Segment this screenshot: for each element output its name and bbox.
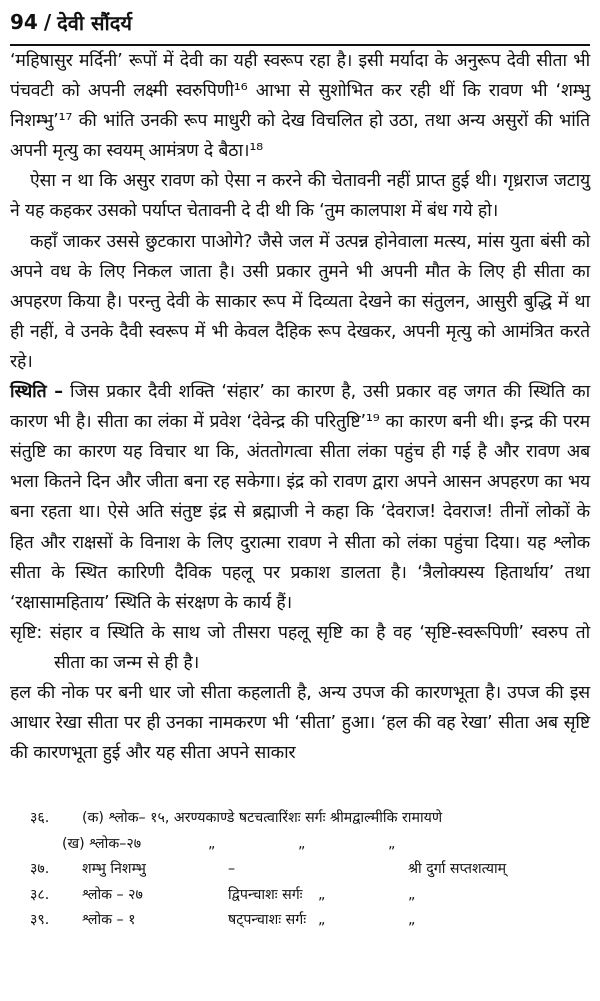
footnote-16b — [10, 832, 590, 858]
paragraph-2: ऐसा न था कि असुर रावण को ऐसा न करने की चेतावनी नहीं प्राप्त हुई थी। गृध्रराज जटायु ने यह कहकर उसको पर्याप्त चेतावनी दे दी थी कि ‘तुम कालपाश में बंध गये हो। — [10, 171, 590, 222]
paragraph-1: ‘महिषासुर मर्दिनी’ रूपों में देवी का यही स्वरूप रहा है। इसी मर्यादा के अनुरूप देवी सीता भी पंचवटी को अपनी लक्ष्मी स्वरुपिणी¹⁶ आभा से सुशोभित कर रही थीं कि रावण भी ‘शम्भु निशम्भु’¹⁷ की भांति उनकी रूप माधुरी को देख विचलित हो उठा, तथा अन्य असुरों की भांति अपनी मृत्यु का स्वयम् आमंत्रण दे बैठा।¹⁸ — [10, 51, 590, 162]
footnote-19 — [10, 908, 590, 934]
footnote-sarga: द्विपन्चाशः सर्गः — [228, 886, 303, 903]
sthiti-text: जिस प्रकार दैवी शक्ति ‘संहार’ का कारण है, उसी प्रकार वह जगत की स्थिति का कारण भी है। सीता का लंका में प्रवेश ‘देवेन्द्र की परितुष्टि’¹⁹ का कारण बनी थी। इन्द्र की परम संतुष्टि का कारण यह विचार था कि, अंततोगत्वा सीता लंका पहुंच ही गई है और रावण अब भला कितने दिन और जीता बना रह सकेगा। इंद्र को रावण द्वारा अपने आसन अपहरण का भय बना रहता था। ऐसे अति संतुष्ट इंद्र से ब्रह्माजी ने कहा कि ‘देवराज! देवराज! तीनों लोकों के हित और राक्षसों के विनाश के लिए दुरात्मा रावण ने सीता को लंका पहुंचा दिया। यह श्लोक सीता के स्थित कारिणी दैविक पहलू पर प्रकाश डालता है। ‘त्रैलोक्यस्य हितार्थाय’ तथा ‘रक्षासामहिताय’ स्थिति के संरक्षण के कार्य हैं। — [10, 382, 591, 613]
footnote-source: श्री दुर्गा सप्तशत्याम् — [408, 861, 507, 878]
footnote-number: ३६. — [30, 810, 50, 827]
ditto-mark: „ — [208, 835, 216, 852]
ditto-mark: „ — [298, 835, 306, 852]
ditto-mark: „ — [318, 886, 326, 903]
footnotes — [10, 806, 590, 934]
ditto-mark: „ — [388, 835, 396, 852]
paragraph-sthiti — [10, 377, 590, 618]
footnote-text: (क) श्लोक– १५, अरण्यकाण्डे षटचत्वारिंशः सर्गः श्रीमद्वाल्मीकि रामायणे — [82, 810, 443, 827]
footnote-sarga: षट्पन्चाशः सर्गः — [228, 912, 307, 929]
footnote-16a — [10, 806, 590, 832]
footnote-number: ३९. — [30, 912, 50, 929]
paragraph-3: कहाँ जाकर उससे छुटकारा पाओगे? जैसे जल में उत्पन्न होनेवाला मत्स्य, मांस युता बंसी को अपने वध के लिए निकल जाता है। उसी प्रकार तुमने भी अपनी मौत के लिए ही सीता का अपहरण किया है। परन्तु देवी के साकार रूप में दिव्यता देखने का संतुलन, आसुरी बुद्धि में था ही नहीं, वे उनके दैवी स्वरूप में भी केवल दैहिक रूप देखकर, अपनी मृत्यु को आमंत्रित करते रहे। — [10, 231, 590, 372]
running-title: देवी सौंदर्य — [57, 10, 132, 35]
footnote-17 — [10, 857, 590, 883]
footnote-number: ३७. — [30, 861, 50, 878]
page-number: 94 — [10, 10, 38, 34]
footnote-ref: श्लोक – २७ — [82, 886, 143, 903]
ditto-mark: „ — [408, 912, 416, 929]
header-separator: / — [43, 10, 52, 34]
sthiti-heading: स्थिति – — [10, 382, 63, 403]
footnote-ref: (ख) श्लोक–२७ — [62, 835, 142, 852]
paragraph-closing: हल की नोक पर बनी धार जो सीता कहलाती है, अन्य उपज की कारणभूता है। उपज की इस आधार रेखा सीता पर ही उनका नामकरण भी ‘सीता’ हुआ। ‘हल की वह रेखा’ सीता अब सृष्टि की कारणभूता हुई और यह सीता अपने साकार — [10, 682, 590, 764]
footnote-dash: – — [228, 861, 236, 878]
footnote-number: ३८. — [30, 886, 50, 903]
footnote-ref: शम्भु निशम्भु — [82, 861, 146, 878]
footnote-ref: श्लोक – १ — [82, 912, 136, 929]
ditto-mark: „ — [408, 886, 416, 903]
footnote-empty — [318, 857, 408, 883]
footnote-18 — [10, 883, 590, 909]
body-text — [10, 46, 590, 768]
paragraph-srishti: सृष्टि: संहार व स्थिति के साथ जो तीसरा पहलू सृष्टि का है वह ‘सृष्टि-स्वरूपिणी’ स्वरुप तो सीता का जन्म से ही है। — [10, 622, 590, 673]
ditto-mark: „ — [318, 912, 326, 929]
page-header — [10, 0, 590, 46]
